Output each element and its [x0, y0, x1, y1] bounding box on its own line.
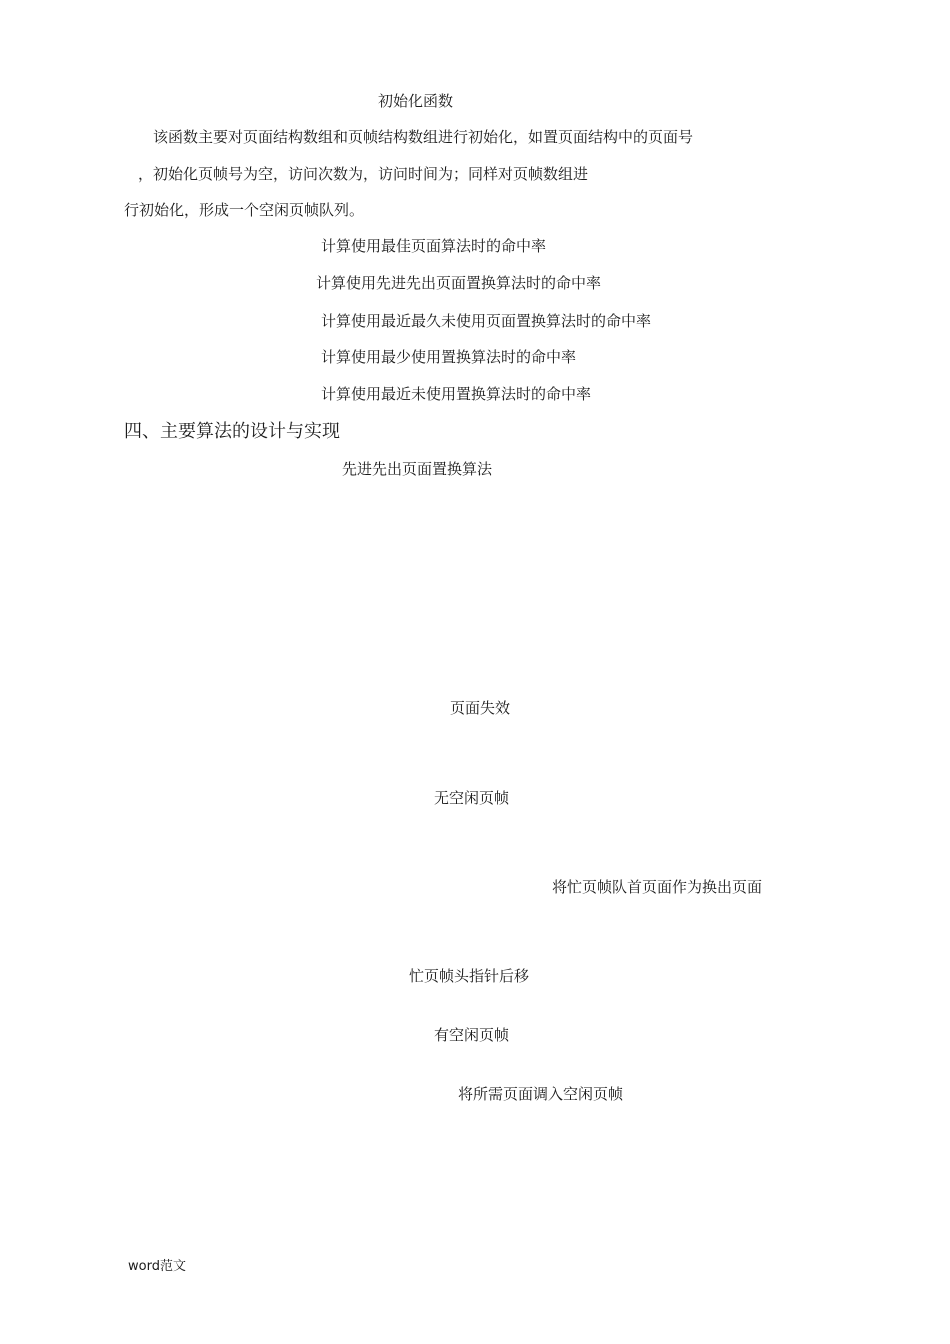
- fifo-algorithm-title: 先进先出页面置换算法: [342, 460, 493, 478]
- flowchart-evict-head: 将忙页帧队首页面作为换出页面: [552, 878, 763, 896]
- flowchart-has-free-frame: 有空闲页帧: [434, 1026, 510, 1044]
- init-paragraph-line-1: 该函数主要对页面结构数组和页帧结构数组进行初始化，如置页面结构中的页面号: [153, 128, 694, 146]
- function-item-lfu: 计算使用最少使用置换算法时的命中率: [321, 348, 577, 366]
- flowchart-move-pointer: 忙页帧头指针后移: [409, 967, 530, 985]
- init-function-title: 初始化函数: [378, 92, 454, 110]
- flowchart-page-fault: 页面失效: [450, 699, 511, 717]
- flowchart-no-free-frame: 无空闲页帧: [434, 789, 510, 807]
- page-footer: word范文: [128, 1259, 186, 1274]
- flowchart-load-page: 将所需页面调入空闲页帧: [458, 1085, 624, 1103]
- function-item-fifo: 计算使用先进先出页面置换算法时的命中率: [316, 274, 602, 292]
- section-heading: 四、主要算法的设计与实现: [124, 421, 340, 442]
- function-item-lru: 计算使用最近最久未使用页面置换算法时的命中率: [321, 312, 652, 330]
- function-item-nru: 计算使用最近未使用置换算法时的命中率: [321, 385, 592, 403]
- init-paragraph-line-3: 行初始化，形成一个空闲页帧队列。: [124, 201, 365, 219]
- function-item-optimal: 计算使用最佳页面算法时的命中率: [321, 237, 547, 255]
- init-paragraph-line-2: ，初始化页帧号为空，访问次数为，访问时间为；同样对页帧数组进: [138, 165, 589, 183]
